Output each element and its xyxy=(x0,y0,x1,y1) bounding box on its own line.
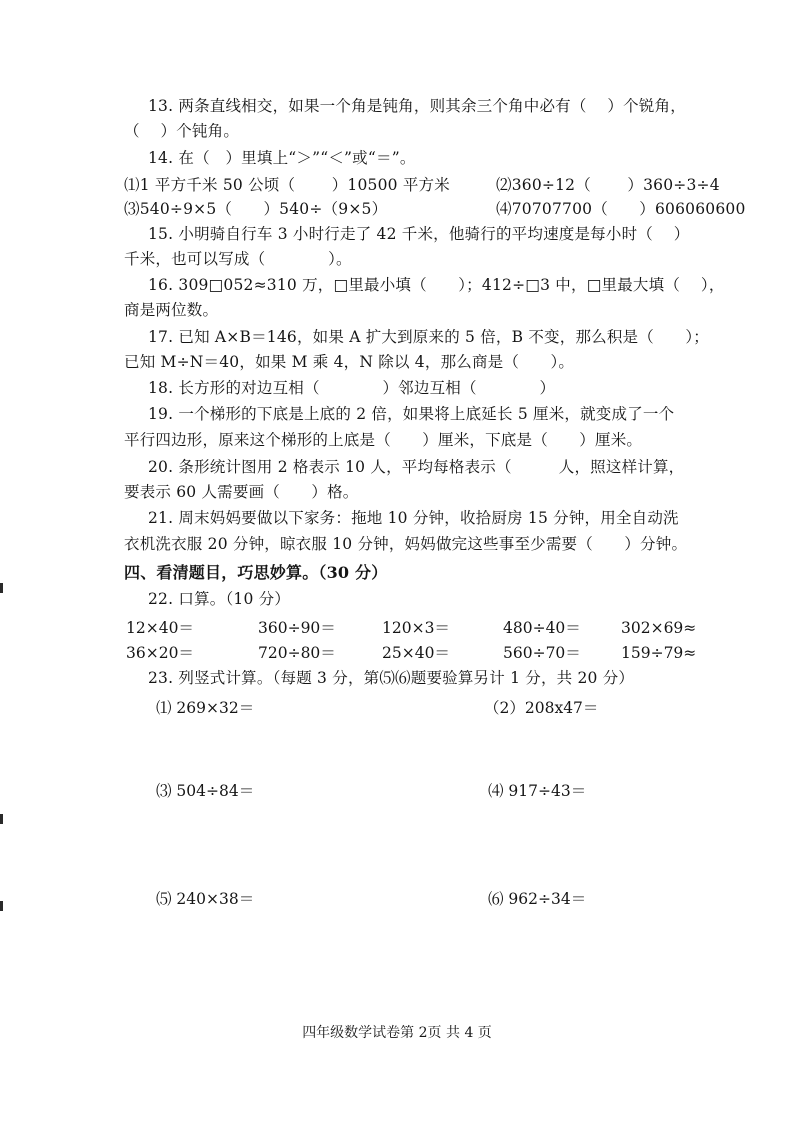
q22-problem: 720÷80＝ xyxy=(258,644,336,662)
q14-item1: ⑴1 平方千米 50 公顷（ ）10500 平方米 xyxy=(124,176,450,194)
q23-title: 23. 列竖式计算。（每题 3 分，第⑸⑹题要验算另计 1 分，共 20 分） xyxy=(148,669,635,687)
q17-line1: 17. 已知 A×B＝146，如果 A 扩大到原来的 5 倍，B 不变，那么积是（ ）； xyxy=(148,328,709,346)
binding-edge-mark xyxy=(0,583,3,593)
q22-problem: 159÷79≈ xyxy=(621,644,697,662)
q22-problem: 25×40＝ xyxy=(382,644,450,662)
q22-title: 22. 口算。（10 分） xyxy=(148,590,291,608)
q23-problem: ⑷ 917÷43＝ xyxy=(488,782,587,800)
q22-problem: 12×40＝ xyxy=(126,619,194,637)
q23-problem: （2）208x47＝ xyxy=(484,699,599,717)
q14-item3: ⑶540÷9×5（ ）540÷（9×5） xyxy=(124,200,388,218)
q14-item4: ⑷70707700（ ）606060600 xyxy=(496,200,746,218)
q17-line2: 已知 M÷N＝40，如果 M 乘 4，N 除以 4，那么商是（ ）。 xyxy=(124,353,575,371)
q19-line2: 平行四边形，原来这个梯形的上底是（ ）厘米，下底是（ ）厘米。 xyxy=(124,431,643,449)
q16-line1: 16. 309□052≈310 万，□里最小填（ ）；412÷□3 中，□里最大填（ ）， xyxy=(148,276,725,294)
q23-problem: ⑸ 240×38＝ xyxy=(156,890,255,908)
q15-line1: 15. 小明骑自行车 3 小时行走了 42 千米，他骑行的平均速度是每小时（ ） xyxy=(148,225,690,243)
q23-problem: ⑶ 504÷84＝ xyxy=(156,782,255,800)
binding-edge-mark xyxy=(0,901,3,911)
q22-problem: 480÷40＝ xyxy=(503,619,581,637)
q21-line1: 21. 周末妈妈要做以下家务：拖地 10 分钟，收拾厨房 15 分钟，用全自动洗 xyxy=(148,509,679,527)
q18-line1: 18. 长方形的对边互相（ ）邻边互相（ ） xyxy=(148,379,556,397)
q16-line2: 商是两位数。 xyxy=(124,301,219,319)
q13-line1: 13. 两条直线相交，如果一个角是钝角，则其余三个角中必有（ ）个锐角， xyxy=(148,97,686,115)
q23-problem: ⑴ 269×32＝ xyxy=(156,699,255,717)
q13-line2: （ ）个钝角。 xyxy=(124,122,240,140)
q22-problem: 36×20＝ xyxy=(126,644,194,662)
page-footer: 四年级数学试卷第 2页 共 4 页 xyxy=(302,1025,492,1041)
q14-item2: ⑵360÷12（ ）360÷3÷4 xyxy=(496,176,720,194)
q23-problem: ⑹ 962÷34＝ xyxy=(488,890,587,908)
q19-line1: 19. 一个梯形的下底是上底的 2 倍，如果将上底延长 5 厘米，就变成了一个 xyxy=(148,405,675,423)
q22-problem: 302×69≈ xyxy=(621,619,697,637)
q20-line1: 20. 条形统计图用 2 格表示 10 人，平均每格表示（ 人，照这样计算， xyxy=(148,458,685,476)
q22-problem: 560÷70＝ xyxy=(503,644,581,662)
q14-line1: 14. 在（ ）里填上“＞”“＜”或“＝”。 xyxy=(148,149,416,167)
q21-line2: 衣机洗衣服 20 分钟，晾衣服 10 分钟，妈妈做完这些事至少需要（ ）分钟。 xyxy=(124,535,688,553)
q22-problem: 120×3＝ xyxy=(382,619,450,637)
section4-title: 四、看清题目，巧思妙算。（30 分） xyxy=(124,563,388,582)
q22-problem: 360÷90＝ xyxy=(258,619,336,637)
q15-line2: 千米，也可以写成（ ）。 xyxy=(124,250,352,268)
binding-edge-mark xyxy=(0,814,3,824)
q20-line2: 要表示 60 人需要画（ ）格。 xyxy=(124,483,359,501)
